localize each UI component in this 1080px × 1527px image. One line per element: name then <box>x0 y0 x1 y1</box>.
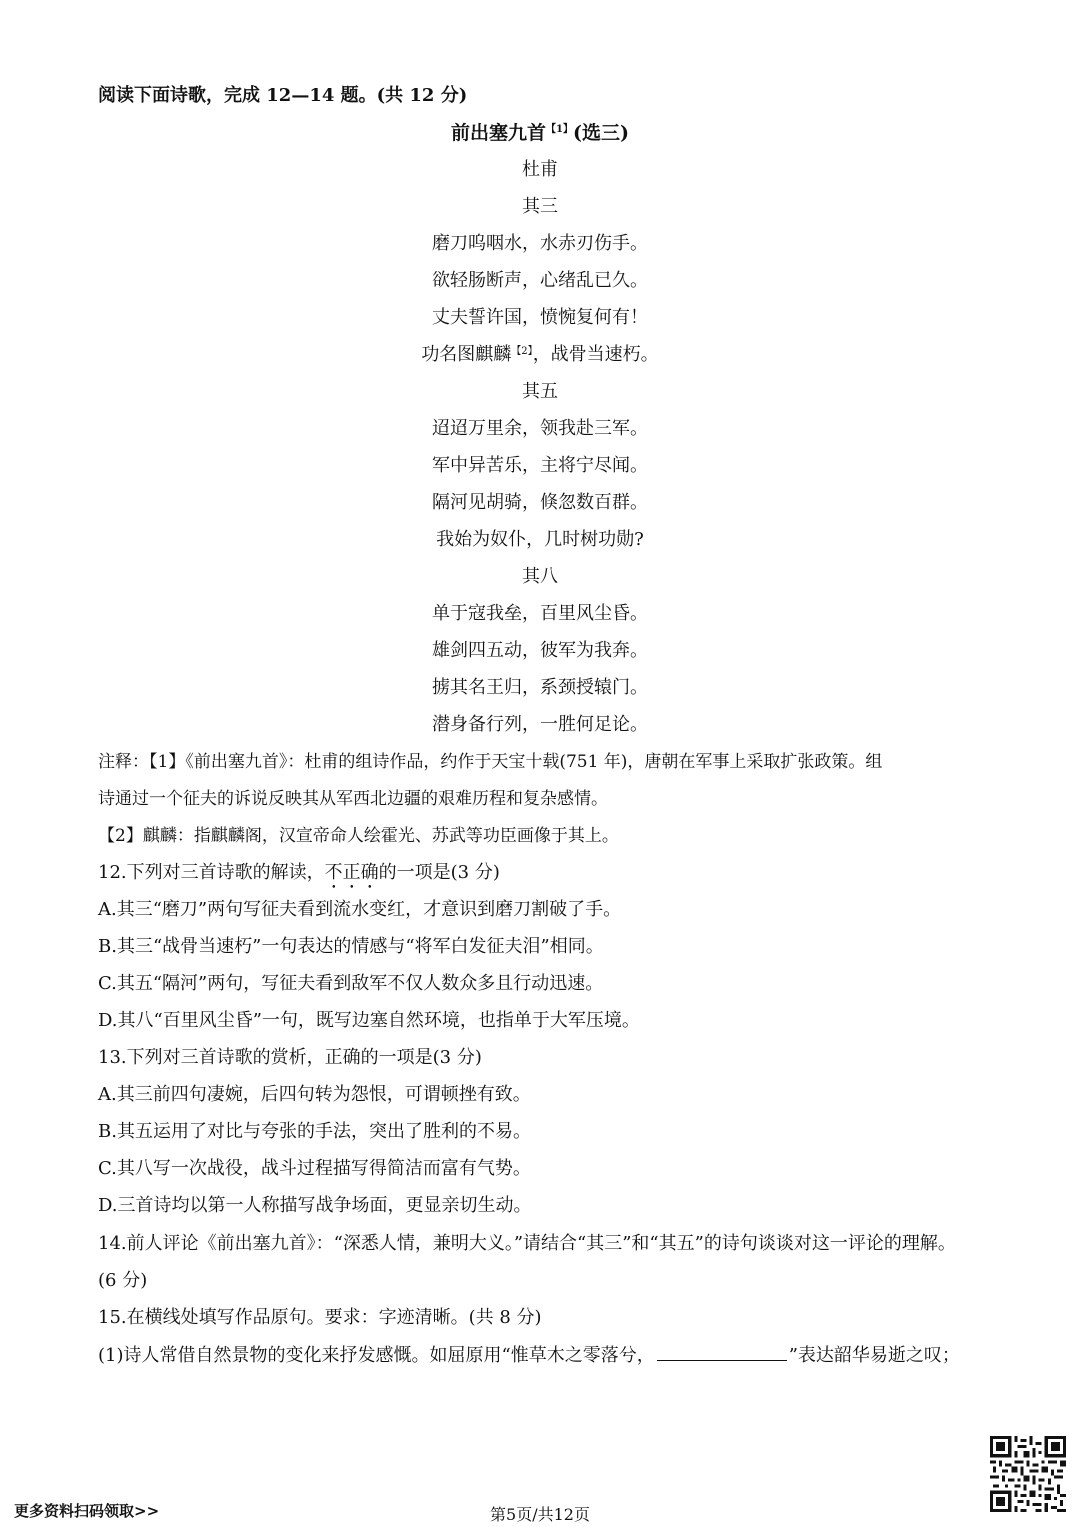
option-c: C.其五“隔河”两句，写征夫看到敌军不仅人数众多且行动迅速。 <box>98 973 604 994</box>
question-15-1 <box>98 1344 960 1367</box>
note-2: 【2】麒麟：指麒麟阁，汉宣帝命人绘霍光、苏武等功臣画像于其上。 <box>98 826 619 846</box>
question-13: 13.下列对三首诗歌的赏析，正确的一项是(3 分) <box>98 1047 482 1068</box>
poem-line: 丈夫誓许国，愤惋复何有！ <box>432 307 648 328</box>
poem-title-suffix: (选三) <box>573 122 629 144</box>
section-heading: 其八 <box>522 566 558 587</box>
question-12 <box>98 862 500 893</box>
poem-line: 单于寇我垒，百里风尘昏。 <box>432 603 648 624</box>
poem-line-part: 功名图麒麟 <box>421 344 512 365</box>
poem-line-part: ，战骨当速朽。 <box>532 344 659 365</box>
footnote-ref: 【2】 <box>511 346 533 357</box>
section-heading: 其五 <box>522 381 558 402</box>
poem-title-text: 前出塞九首 <box>451 122 547 144</box>
footer-promo-text: 更多资料扫码领取>> <box>14 1502 160 1520</box>
poem-line: 雄剑四五动，彼军为我奔。 <box>432 640 648 661</box>
poem-title <box>0 122 1080 144</box>
option-d: D.三首诗均以第一人称描写战争场面，更显亲切生动。 <box>98 1195 532 1216</box>
poem-line: 磨刀呜咽水，水赤刃伤手。 <box>432 233 648 254</box>
question-text: 的一项是(3 分) <box>378 862 500 883</box>
question-14-line-2: (6 分) <box>98 1270 148 1291</box>
poem-title-ref: 【1】 <box>546 124 573 135</box>
option-a: A.其三前四句凄婉，后四句转为怨恨，可谓顿挫有致。 <box>98 1084 531 1105</box>
qr-code-icon[interactable] <box>990 1436 1066 1512</box>
fill-in-blank[interactable] <box>657 1344 787 1361</box>
poem-line: 潜身备行列，一胜何足论。 <box>432 714 648 735</box>
reading-intro: 阅读下面诗歌，完成 12—14 题。(共 12 分) <box>98 85 468 106</box>
poem-line: 我始为奴仆，几时树功勋? <box>436 529 644 550</box>
note-1-line-1: 注释：【1】《前出塞九首》：杜甫的组诗作品，约作于天宝十载(751 年)，唐朝在军事上采取扩张政策。组 <box>98 752 883 772</box>
question-15: 15.在横线处填写作品原句。要求：字迹清晰。(共 8 分) <box>98 1307 542 1328</box>
poem-line-with-ref <box>0 344 1080 366</box>
option-b: B.其五运用了对比与夸张的手法，突出了胜利的不易。 <box>98 1121 531 1142</box>
question-text: (1)诗人常借自然景物的变化来抒发感慨。如屈原用“惟草木之零落兮， <box>98 1345 655 1366</box>
question-text: ”表达韶华易逝之叹； <box>788 1345 960 1366</box>
page-number: 第5页/共12页 <box>490 1505 590 1524</box>
poem-line: 欲轻肠断声，心绪乱已久。 <box>432 270 648 291</box>
option-a: A.其三“磨刀”两句写征夫看到流水变红，才意识到磨刀割破了手。 <box>98 899 622 920</box>
poem-line: 掳其名王归，系颈授辕门。 <box>432 677 648 698</box>
question-text: 12.下列对三首诗歌的解读， <box>98 862 325 883</box>
poem-line: 迢迢万里余，领我赴三军。 <box>432 418 648 439</box>
emphasis-text: 不正确 <box>324 862 379 883</box>
option-c: C.其八写一次战役，战斗过程描写得简洁而富有气势。 <box>98 1158 531 1179</box>
option-b: B.其三“战骨当速朽”一句表达的情感与“将军白发征夫泪”相同。 <box>98 936 604 957</box>
note-1-line-2: 诗通过一个征夫的诉说反映其从军西北边疆的艰难历程和复杂感情。 <box>98 789 608 809</box>
question-14-line-1: 14.前人评论《前出塞九首》：“深悉人情，兼明大义。”请结合“其三”和“其五”的诗句谈谈对这一评论的理解。 <box>98 1233 956 1254</box>
section-heading: 其三 <box>522 196 558 217</box>
poem-line: 军中异苦乐，主将宁尽闻。 <box>432 455 648 476</box>
option-d: D.其八“百里风尘昏”一句，既写边塞自然环境，也指单于大军压境。 <box>98 1010 640 1031</box>
poem-line: 隔河见胡骑，倏忽数百群。 <box>432 492 648 513</box>
poem-author: 杜甫 <box>522 159 558 180</box>
